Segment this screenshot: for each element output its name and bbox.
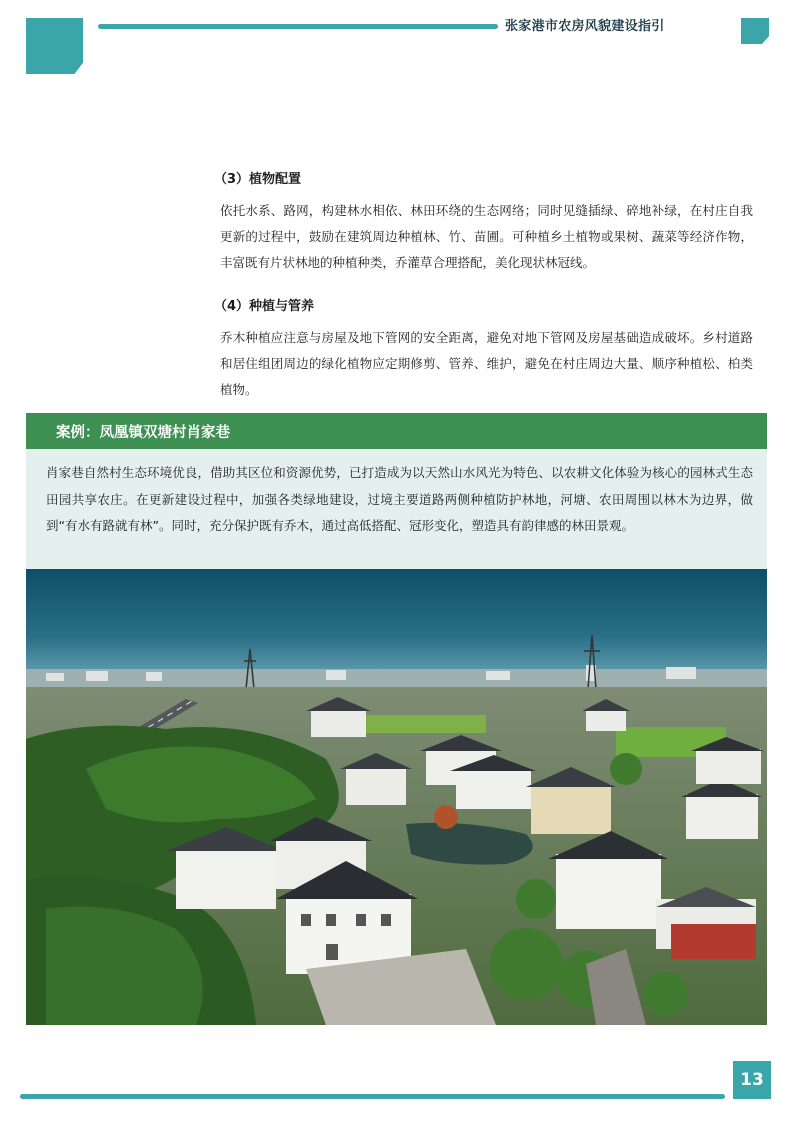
section-heading-plant-configuration: （3）植物配置 bbox=[214, 172, 302, 187]
case-description-box bbox=[26, 449, 767, 569]
aerial-village-photo bbox=[26, 569, 767, 1025]
header-rule bbox=[98, 24, 498, 29]
case-description: 肖家巷自然村生态环境优良，借助其区位和资源优势，已打造成为以天然山水风光为特色、以农耕文化体验为核心的园林式生态田园共享农庄。在更新建设过程中，加强各类绿地建设，过境主要道路两侧种植防护林地，河塘、农田周围以林木为边界，做到“有水有路就有林”。同时，充分保护既有乔木，通过高低搭配、冠形变化，塑造具有韵律感的林田景观。 bbox=[46, 465, 753, 533]
page-number: 13 bbox=[733, 1061, 771, 1099]
case-title: 案例：凤凰镇双塘村肖家巷 bbox=[56, 425, 230, 441]
header-corner-block-left bbox=[26, 18, 83, 74]
footer-rule bbox=[20, 1094, 725, 1099]
header-corner-block-right bbox=[741, 18, 769, 44]
section-paragraph-plant-configuration: 依托水系、路网，构建林水相依、林田环绕的生态网络；同时见缝插绿、碎地补绿，在村庄自我更新的过程中，鼓励在建筑周边种植林、竹、苗圃。可种植乡土植物或果树、蔬菜等经济作物，丰富既有片状林地的种植种类，乔灌草合理搭配，美化现状林冠线。 bbox=[220, 203, 753, 270]
document-title: 张家港市农房风貌建设指引 bbox=[505, 19, 665, 34]
section-heading-planting-maintenance: （4）种植与管养 bbox=[214, 299, 315, 314]
section-paragraph-planting-maintenance: 乔木种植应注意与房屋及地下管网的安全距离，避免对地下管网及房屋基础造成破坏。乡村道路和居住组团周边的绿化植物应定期修剪、管养、维护，避免在村庄周边大量、顺序种植松、柏类植物。 bbox=[220, 330, 753, 397]
case-title-bar bbox=[26, 413, 767, 449]
